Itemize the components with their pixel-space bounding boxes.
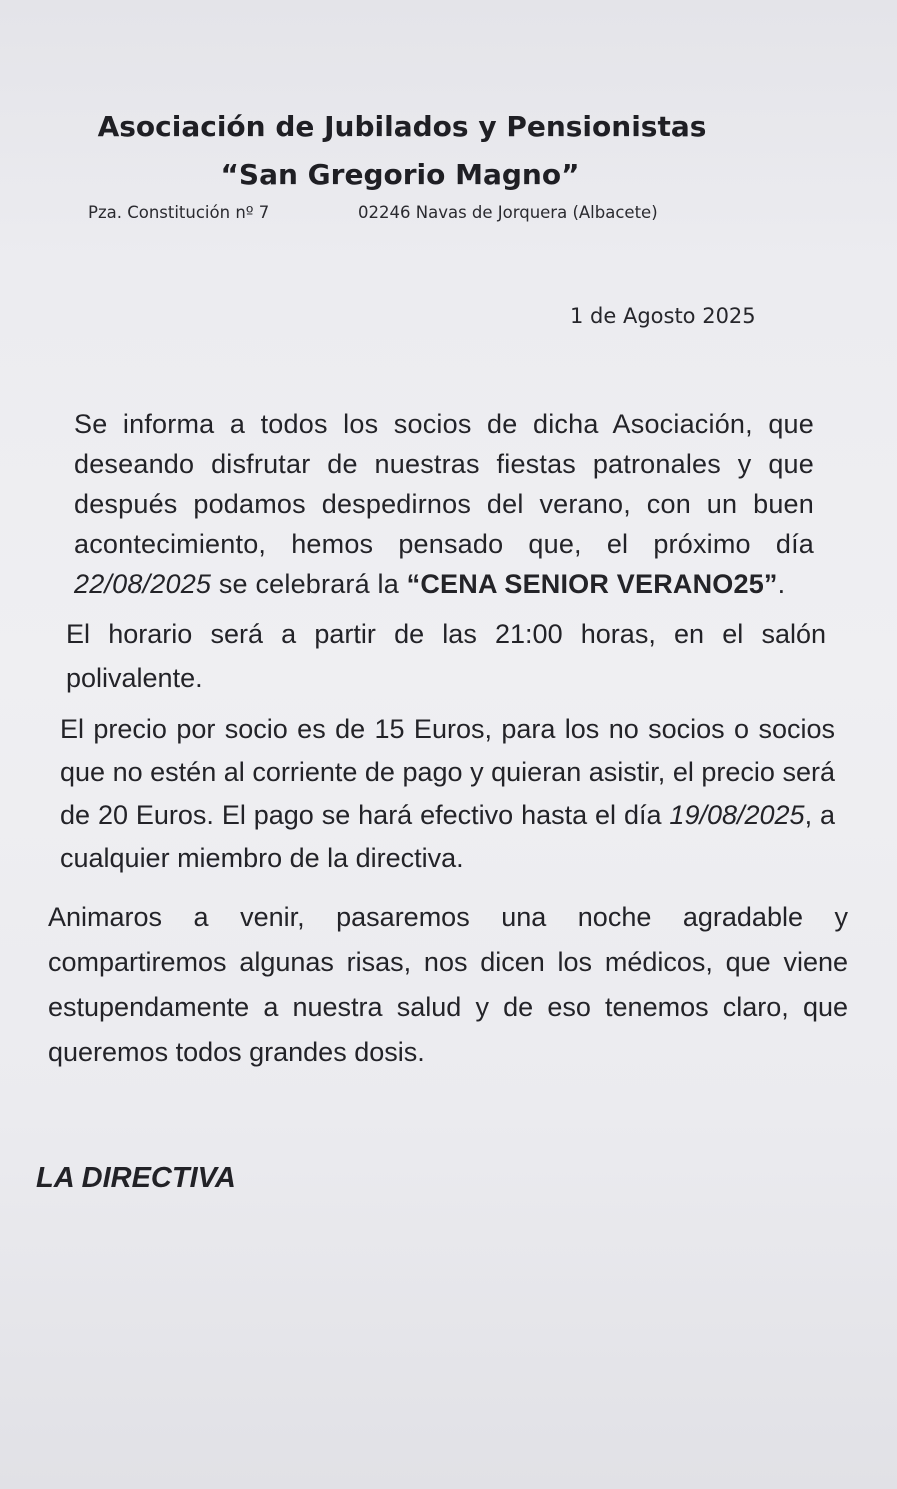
paragraph-schedule: El horario será a partir de las 21:00 horas, en el salón polivalente. — [66, 619, 826, 693]
announcement-mid: se celebrará la — [218, 569, 399, 599]
organization-name: Asociación de Jubilados y Pensionistas — [97, 110, 707, 143]
address-city: 02246 Navas de Jorquera (Albacete) — [358, 203, 658, 222]
paragraph-announcement — [74, 404, 814, 604]
announcement-text: Se informa a todos los socios de dicha Asociación, que deseando disfrutar de nuestras fiestas patronales y que después podamos despedirnos del verano, con un buen acontecimiento, hemos pensado que, el próximo día — [74, 409, 814, 559]
event-date: 22/08/2025 — [74, 569, 212, 599]
price-end: , a cualquier miembro de la directiva. — [60, 800, 835, 873]
price-text: El precio por socio es de 15 Euros, para los no socios o socios que no estén al corriente de pago y quieran asistir, el precio será de 20 Euros. El pago se hará efectivo hasta el día — [60, 714, 835, 830]
event-name: “CENA SENIOR VERANO25” — [406, 569, 778, 599]
letter-date: 1 de Agosto 2025 — [570, 304, 756, 328]
signature: LA DIRECTIVA — [36, 1162, 236, 1194]
paragraph-price — [60, 708, 835, 880]
paragraph-encouragement: Animaros a venir, pasaremos una noche agradable y compartiremos algunas risas, nos dicen los médicos, que viene estupendamente a nuestra salud y de eso tenemos claro, que queremos todos grandes dosis. — [48, 902, 848, 1067]
address-street: Pza. Constitución nº 7 — [88, 203, 270, 222]
organization-subtitle: “San Gregorio Magno” — [220, 158, 580, 191]
payment-deadline: 19/08/2025 — [669, 800, 805, 830]
announcement-end: . — [777, 569, 786, 599]
